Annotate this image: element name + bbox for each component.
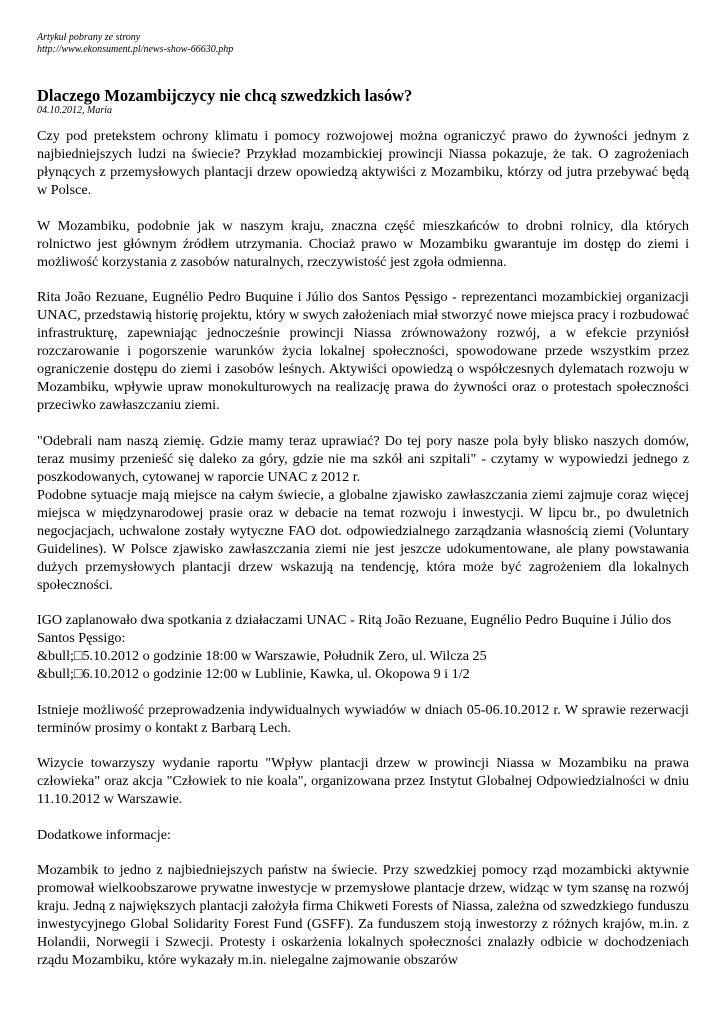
meetings-intro: IGO zaplanowało dwa spotkania z działaczami UNAC - Ritą João Rezuane, Eugnélio Pedro Buquine i Júlio dos Santos Pęssigo: (37, 612, 672, 646)
paragraph-quote: "Odebrali nam naszą ziemię. Gdzie mamy teraz uprawiać? Do tej pory nasze pola były blisko naszych domów, teraz musimy przenieść się daleko za góry, gdzie nie ma szkół ani szpitali" - czytamy w wypowiedzi jednego z poszkodowanych, cytowanej w raporcie UNAC z 2012 r. (37, 432, 689, 485)
paragraph-speakers: Rita João Rezuane, Eugnélio Pedro Buquine i Júlio dos Santos Pęssigo - reprezentanci mozambickiej organizacji UNAC, przedstawią historię projektu, który w swych założeniach miał stworzyć nowe miejsca pracy i rozbudować infrastrukturę, zapewniając jednocześnie prowincji Niassa zrównoważony rozwój, a w efekcie przyniósł rozczarowanie i pogorszenie warunków życia lokalnej społeczności, spowodowane przede wszystkim przez ograniczenie dostępu do ziemi i zasobów leśnych. Aktywiści opowiedzą o współczesnych dylematach rozwoju w Mozambiku, wpływie upraw monokulturowych na realizację prawa do żywności oraz o protestach społeczności przeciwko zawłaszczaniu ziemi. (37, 289, 689, 413)
meeting-item: &bull;□5.10.2012 o godzinie 18:00 w Warszawie, Południk Zero, ul. Wilcza 25 (37, 648, 487, 664)
meeting-item: &bull;□6.10.2012 o godzinie 12:00 w Lublinie, Kawka, ul. Okopowa 9 i 1/2 (37, 666, 470, 682)
paragraph-additional-heading: Dodatkowe informacje: (37, 826, 171, 843)
paragraph-intro: Czy pod pretekstem ochrony klimatu i pomocy rozwojowej można ograniczyć prawo do żywności jednym z najbiedniejszych ludzi na świecie? Przykład mozambickiej prowincji Niassa pokazuje, że tak. O zagrożeniach płynących z przemysłowych plantacji drzew opowiedzą aktywiści z Mozambiku, którzy od jutra przebywać będą w Polsce. (37, 128, 689, 198)
paragraph-mozambique: Mozambik to jedno z najbiedniejszych państw na świecie. Przy szwedzkiej pomocy rząd mozambicki aktywnie promował wielkoobszarowe prywatne inwestycje w przemysłowe plantacje drzew, widząc w tym szansę na rozwój kraju. Jedną z największych plantacji założyła firma Chikweti Forests of Niassa, zależna od szwedzkiego funduszu inwestycyjnego Global Solidarity Forest Fund (GSFF). Za funduszem stoją inwestorzy z różnych krajów, m.in. z Holandii, Norwegii i Szwecji. Protesty i oskarżenia lokalnych społeczności znalazły odbicie w dochodzeniach rządu Mozambiku, które wykazały m.in. nielegalne zajmowanie obszarów (37, 862, 689, 968)
paragraph-context: W Mozambiku, podobnie jak w naszym kraju, znaczna część mieszkańców to drobni rolnicy, dla których rolnictwo jest głównym źródłem utrzymania. Chociaż prawo w Mozambiku gwarantuje im dostęp do ziemi i możliwość korzystania z zasobów naturalnych, rzeczywistość jest zgoła odmienna. (37, 217, 689, 270)
paragraph-meetings (37, 611, 689, 683)
paragraph-interviews: Istnieje możliwość przeprowadzenia indywidualnych wywiadów w dniach 05-06.10.2012 r. W sprawie rezerwacji terminów prosimy o kontakt z Barbarą Lech. (37, 701, 689, 736)
paragraph-global: Podobne sytuacje mają miejsce na całym świecie, a globalne zjawisko zawłaszczania ziemi zajmuje coraz więcej miejsca w międzynarodowej prasie oraz w debacie na temat rozwoju i inwestycji. W lipcu br., po dwuletnich negocjacjach, uchwalone zostały wytyczne FAO dot. odpowiedzialnego zarządzania własnością ziemi (Voluntary Guidelines). W Polsce zjawisko zawłaszczania ziemi nie jest jeszcze udokumentowane, ale plany powstawania dużych przemysłowych plantacji drzew wskazują na tendencję, która może być zagrożeniem dla lokalnych społeczności. (37, 486, 689, 593)
article-meta: 04.10.2012, Maria (37, 105, 112, 116)
paragraph-report: Wizycie towarzyszy wydanie raportu "Wpływ plantacji drzew w prowincji Niassa w Mozambiku na prawa człowieka" oraz akcja "Człowiek to nie koala", organizowana przez Instytut Globalnej Odpowiedzialności w dniu 11.10.2012 w Warszawie. (37, 755, 689, 807)
source-url: http://www.ekonsument.pl/news-show-66630.php (37, 44, 234, 55)
source-label: Artykuł pobrany ze strony (37, 32, 141, 43)
article-title: Dlaczego Mozambijczycy nie chcą szwedzkich lasów? (37, 86, 413, 105)
document-page (37, 32, 689, 987)
